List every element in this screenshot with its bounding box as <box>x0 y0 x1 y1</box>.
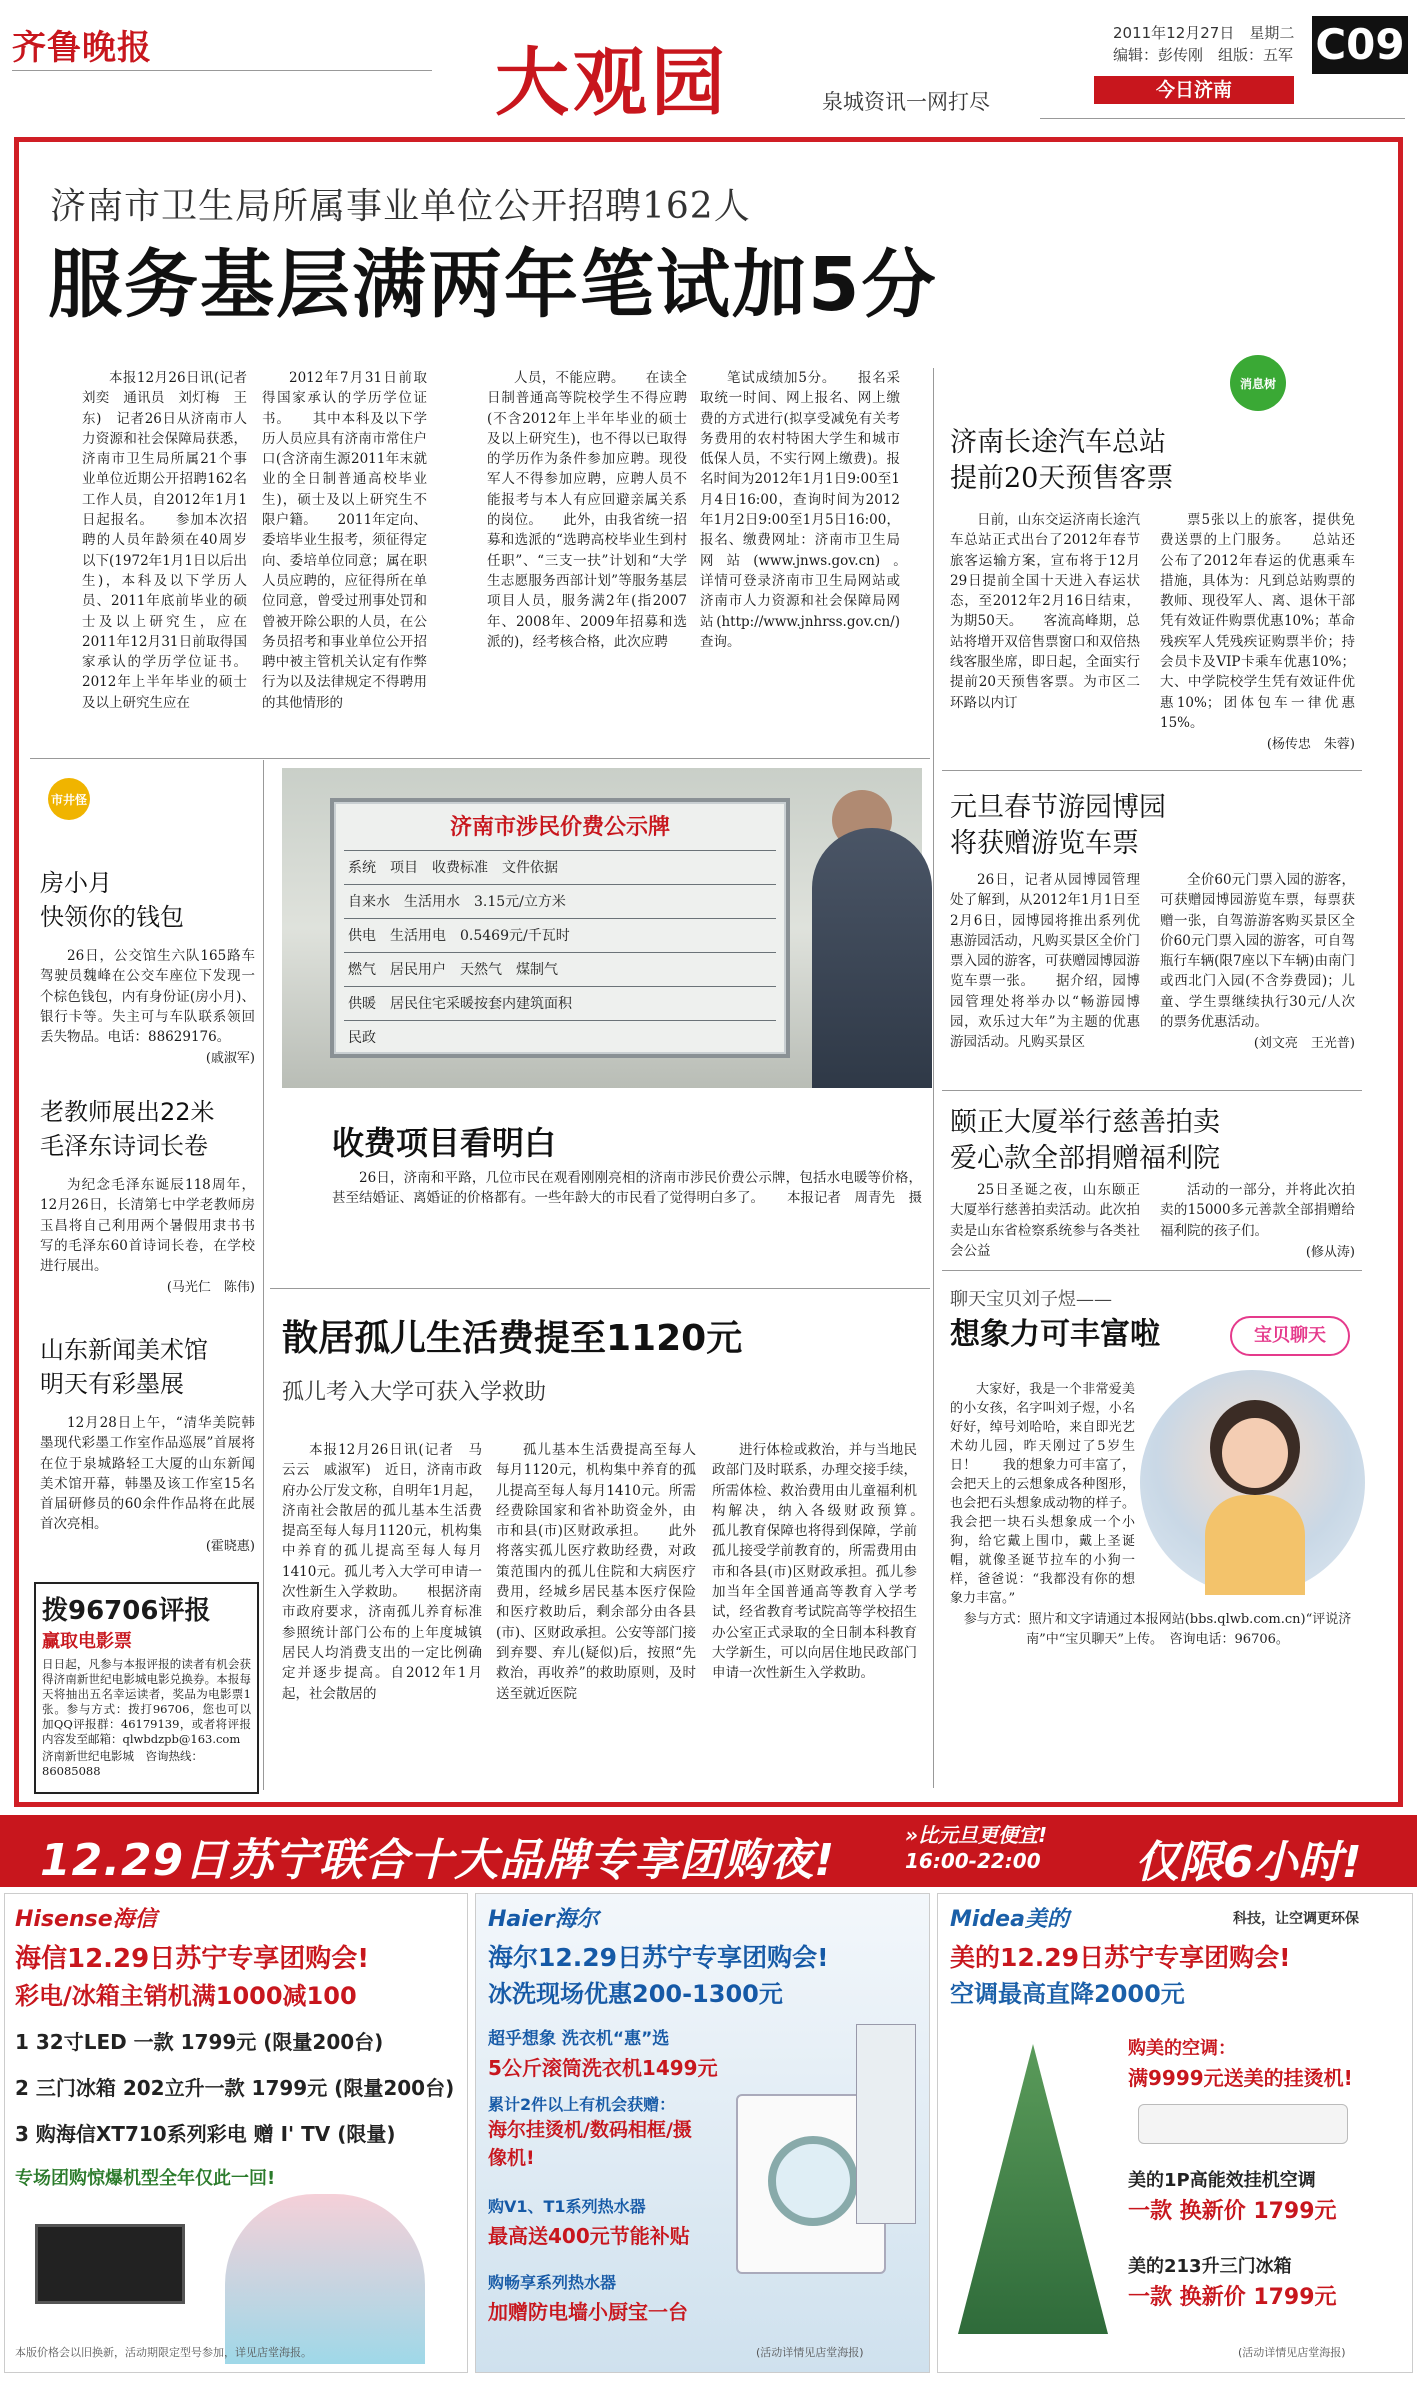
promo-subtitle: 赢取电影票 <box>42 1631 132 1652</box>
baby-kicker: 聊天宝贝刘子煜—— <box>950 1289 1112 1310</box>
news-photo <box>282 768 922 1088</box>
right-item-3: 颐正大厦举行慈善拍卖 爱心款全部捐赠福利院 <box>950 1107 1220 1174</box>
model-photo <box>225 2194 425 2364</box>
baby-face <box>1222 1418 1288 1488</box>
right-rule-3 <box>942 1270 1362 1271</box>
haier-logo: Haier海尔 <box>488 1907 599 1932</box>
fridge-photo <box>856 2024 916 2224</box>
right-item-1: 济南长途汽车总站 提前20天预售客票 <box>950 427 1174 494</box>
photo-caption-text: 26日，济南和平路，几位市民在观看刚刚亮相的济南市涉民价费公示牌，包括水电暖等价格，甚至结婚证、离婚证的价格都有。一些年龄大的市民看了觉得明白多了。 本报记者 周青先 摄 <box>332 1170 922 1207</box>
promo-title: 拨96706评报 <box>42 1596 211 1626</box>
right-item-2-col1: 26日，记者从园博园管理处了解到，从2012年1月1日至2月6日，园博园将推出系列优惠游园活动，凡购买景区全价门票入园的游客，可获赠园博园游览车票一张。 据介绍，园博园管理处将举办以“畅游园博园，欢乐过大年”为主题的优惠游园活动。凡购买景区 <box>950 872 1140 1051</box>
price-board: 济南市涉民价费公示牌 系统 项目 收费标准 文件依据 自来水 生活用水 3.15元/立方米 供电 生活用电 0.5469元/千瓦时 燃气 居民用户 天然气 煤制气 供暖 居民住宅采暖按套内建筑面积 民政 <box>330 798 790 1058</box>
orphan-column-2: 孤儿基本生活费提高至每人每月1120元，机构集中养育的孤儿提高至每人每月1410元。所需经费除国家和省补助资金外，由市和县(市)区财政承担。 此外将落实孤儿医疗救助经费，对政策范围内的孤儿住院和大病医疗费用，经城乡居民基本医疗保险和医疗救助后，剩余部分由各县(市)、区财政承担。公安等部门接到弃婴、弃儿(疑似)后，按照“先救治，再收养”的救助原则，及时送至就近医院 <box>496 1442 696 1702</box>
tv-photo <box>35 2224 185 2304</box>
ad-banner-title: 12.29日苏宁联合十大品牌专享团购夜! <box>40 1835 836 1886</box>
lead-column-4: 笔试成绩加5分。 报名采取统一时间、网上报名、网上缴费的方式进行(拟享受减免有关考务费用的农村特困大学生和城市低保人员，不实行网上缴费)。报名时间为2012年1月1日9:00至1月4日16:00，查询时间为2012年1月2日9:00至1月5日16:00，报名、缴费网址：济南市卫生局网站(www.jnws.gov.cn)。 详情可登录济南市卫生局网站或济南市人力资源和社会保障局网站(http://www.jnhrss.gov.cn/)查询。 <box>700 370 927 650</box>
lead-column-2: 2012年7月31日前取得国家承认的学历学位证书。 其中本科及以下学历人员应具有济南市常住户口(含济南生源2011年末就业的全日制普通高校毕业生)，硕士及以上研究生不限户籍。 2011年定向、委培毕业生报考，须征得定向、委培单位同意；属在职人员应聘的，应征得所在单位同意，曾受过刑事处罚和曾被开除公职的人员，在公务员招考和事业单位公开招聘中被主管机关认定有作弊行为以及法律规定不得聘用的其他情形的 <box>262 370 427 711</box>
lead-kicker: 济南市卫生局所属事业单位公开招聘162人 <box>50 186 751 227</box>
editors: 编辑：彭传刚 组版：五军 <box>1113 46 1294 64</box>
orphan-subhead: 孤儿考入大学可获入学救助 <box>282 1380 547 1405</box>
lead-column-3: 人员，不能应聘。 在读全日制普通高等院校学生不得应聘(不含2012年上半年毕业的硕士及以上研究生)，也不得以已取得的学历作为条件参加应聘。现役军人不得参加应聘，应聘人员不能报考与本人有应回避亲属关系的岗位。 此外，由我省统一招募和选派的“选聘高校毕业生到村任职”、“三支一扶”计划和“大学生志愿服务西部计划”等服务基层项目人员，服务满2年(指2007年、2008年、2009年招募和选派的)，经考核合格，此次应聘 <box>487 370 687 650</box>
rail-divider-right <box>933 368 934 1788</box>
masthead-rule-left <box>12 70 432 71</box>
promo-body: 日日起，凡参与本报评报的读者有机会获得济南新世纪电影城电影兑换券。本报每天将抽出五名幸运读者，奖品为电影票1张。参与方式：拨打96706，您也可以加QQ评报群：46179139，或者将评报内容发至邮箱：qlwbdzpb@163.com <box>42 1657 251 1746</box>
promo-box <box>34 1582 259 1794</box>
paper-name: 齐鲁晚报 <box>12 28 152 68</box>
right-item-1-col1: 日前，山东交运济南长途汽车总站正式出台了2012年春节旅客运输方案，宣布将于12月29日提前全国十天进入春运状态，至2012年2月16日结束，为期50天。 客流高峰期，总站将增开双倍售票窗口和双倍热线客服坐席，即日起，全面实行提前20天预售客票。为市区二环路以内订 <box>950 512 1140 711</box>
right-item-2: 元旦春节游园博园 将获赠游览车票 <box>950 792 1166 859</box>
left-item-1-subtitle: 快领你的钱包 <box>40 903 184 931</box>
right-rule-2 <box>942 1090 1362 1091</box>
section-tag: 今日济南 <box>1094 76 1294 104</box>
left-item-1: 房小月 快领你的钱包 26日，公交馆生六队165路车驾驶员魏峰在公交车座位下发现一个棕色钱包，内有身份证(房小月)、银行卡等。失主可与车队联系领回丢失物品。电话：88629176。 (戚淑军) <box>40 866 255 1066</box>
masthead-rule-right <box>1040 118 1405 119</box>
orphan-headline: 散居孤儿生活费提至1120元 <box>282 1318 743 1359</box>
column-slogan: 泉城资讯一网打尽 <box>822 90 990 114</box>
ad-banner-price: »比元旦更便宜! 16:00-22:00 <box>905 1823 1048 1873</box>
right-rule-1 <box>942 770 1362 771</box>
lead-bottom-rule <box>30 758 930 759</box>
rail-divider-left <box>263 760 264 1790</box>
page-number: C09 <box>1312 16 1408 74</box>
baby-badge: 宝贝聊天 <box>1230 1316 1350 1356</box>
left-item-3: 山东新闻美术馆 明天有彩墨展 12月28日上午，“清华美院韩墨现代彩墨工作室作品巡展”首展将在位于泉城路轻工大厦的山东新闻美术馆开幕，韩墨及该工作室15名首届研修员的60余件作品将在此展首次亮相。 (霍晓惠) <box>40 1336 255 1554</box>
person-body <box>812 828 932 1088</box>
ad-haier: Haier海尔 海尔12.29日苏宁专享团购会! 冰洗现场优惠200-1300元 超乎想象 洗衣机“惠”选 5公斤滚筒洗衣机1499元 累计2件以上有机会获赠： 海尔挂烫机/数码相框/摄像机! 购V1、T1系列热水器 最高送400元节能补贴 购畅享系列热水器 加赠防电墙小厨宝一台 (活动详情见店堂海报) <box>475 1893 930 2373</box>
baby-title: 想象力可丰富啦 <box>950 1317 1160 1352</box>
left-item-2: 老教师展出22米 毛泽东诗词长卷 为纪念毛泽东诞辰118周年，12月26日，长清第七中学老教师房玉昌将自己利用两个暑假用隶书书写的毛泽东60首诗词长卷，在学校进行展出。 (马光仁 陈伟) <box>40 1098 255 1296</box>
shijing-badge-icon: 市井怪 <box>48 778 90 820</box>
right-item-2-col2: 全价60元门票入园的游客，可获赠园博园游览车票，每票获赠一张，自驾游游客购买景区全价60元门票入园的游客，可自驾瓶行车辆(限7座以下车辆)由南门或西北门入园(不含券费园)；儿童、学生票继续执行30元/人次的票务优惠活动。 (刘文亮 王光普) <box>1160 872 1355 1052</box>
orphan-column-3: 进行体检或救治，并与当地民政部门及时联系，办理交接手续，所需体检、救治费用由儿童福利机构解决，纳入各级财政预算。 孤儿教育保障也将得到保障，学前孤儿接受学前教育的，所需费用由市和各县(市)区财政承担。孤儿参加当年全国普通高等教育入学考试，经省教育考试院高等学校招生办公室正式录取的全日制本科教育大学新生，可以向居住地民政部门申请一次性新生入学救助。 <box>712 1442 944 1682</box>
baby-body: 大家好，我是一个非常爱美的小女孩，名字叫刘子煜，小名好好，绰号刘哈哈，来自即光艺术幼儿园，昨天刚过了5岁生日！ 我的想象力可丰富了，会把天上的云想象成各种图形，也会把石头想象成动物的样子。我会把一块石头想象成一个小狗，给它戴上围巾，戴上圣诞帽，就像圣诞节拉车的小狗一样，爸爸说：“我都没有你的想象力丰富。” <box>950 1382 1135 1606</box>
ad-midea: Midea美的 科技，让空调更环保 美的12.29日苏宁专享团购会! 空调最高直降2000元 购美的空调： 满9999元送美的挂烫机! 美的1P高能效挂机空调 一款 换新价 1799元 美的213升三门冰箱 一款 换新价 1799元 (活动详情见店堂海报) <box>937 1893 1413 2373</box>
column-logo: 大观园 <box>495 40 729 126</box>
lead-headline: 服务基层满两年笔试加5分 <box>48 242 938 328</box>
right-item-3-col1: 25日圣诞之夜，山东颐正大厦举行慈善拍卖活动。此次拍卖是山东省检察系统参与各类社会公益 <box>950 1182 1140 1259</box>
issue-date: 2011年12月27日 星期二 <box>1113 24 1295 42</box>
hisense-logo: Hisense海信 <box>15 1907 157 1932</box>
ad-banner-time: 仅限6小时! <box>1135 1837 1362 1888</box>
right-item-1-col2: 票5张以上的旅客，提供免费送票的上门服务。 总站还公布了2012年春运的优惠乘车措施，具体为：凡到总站购票的教师、现役军人、离、退休干部凭有效证件购票优惠10%；革命残疾军人凭残疾证购票半价；持会员卡及VIP卡乘车优惠10%；大、中学院校学生凭有效证件优惠10%；团体包车一律优惠15%。 (杨传忠 朱蓉) <box>1160 512 1355 753</box>
photo-bottom-rule <box>270 1288 930 1289</box>
lead-column-1: 本报12月26日讯(记者 刘奕 通讯员 刘灯梅 王东) 记者26日从济南市人力资源和社会保障局获悉，济南市卫生局所属21个事业单位近期公开招聘162名工作人员，自2012年1月1日起报名。 参加本次招聘的人员年龄须在40周岁以下(1972年1月1日以后出生)，本科及以下学历人员、2011年底前毕业的硕士及以上研究生，应在2011年12月31日前取得国家承认的学历学位证书。2012年上半年毕业的硕士及以上研究生应在 <box>82 370 261 711</box>
baby-photo <box>1140 1370 1365 1595</box>
photo-caption-title: 收费项目看明白 <box>332 1124 557 1162</box>
ad-hisense: Hisense海信 海信12.29日苏宁专享团购会! 彩电/冰箱主销机满1000减100 1 32寸LED 一款 1799元 (限量200台) 2 三门冰箱 202立升一款 1799元 (限量200台) 3 购海信XT710系列彩电 赠 I' TV (限量) 专场团购惊爆机型全年仅此一回! 本版价格会以旧换新，活动期限定型号参加，详见店堂海报。 <box>4 1893 468 2373</box>
ac-unit-photo <box>1138 2104 1348 2144</box>
baby-footer: 参与方式：照片和文字请通过本报网站(bbs.qlwb.com.cn)“评说济南”中“宝贝聊天”上传。 咨询电话：96706。 <box>963 1612 1352 1647</box>
midea-logo: Midea美的 <box>950 1907 1069 1932</box>
orphan-column-1: 本报12月26日讯(记者 马云云 戚淑军) 近日，济南市政府办公厅发文称，自明年1月起，济南社会散居的孤儿基本生活费提高至每人每月1120元，机构集中养育的孤儿提高至每人每月1410元。孤儿考入大学可申请一次性新生入学救助。 根据济南市政府要求，济南孤儿养育标准参照统计部门公布的上年度城镇居民人均消费支出的一定比例确定并逐步提高。自2012年1月起，社会散居的 <box>282 1442 482 1702</box>
teddy-bear <box>1205 1495 1305 1595</box>
promo-footer: 济南新世纪电影城 咨询热线：86085088 <box>42 1749 203 1778</box>
board-title: 济南市涉民价费公示牌 <box>449 815 670 840</box>
right-item-3-col2: 活动的一部分，并将此次拍卖的15000多元善款全部捐赠给福利院的孩子们。 (修从涛) <box>1160 1182 1355 1260</box>
christmas-tree <box>958 2044 1108 2334</box>
xiaoxishu-badge-icon: 消息树 <box>1230 355 1286 411</box>
left-item-1-title: 房小月 <box>40 869 112 897</box>
